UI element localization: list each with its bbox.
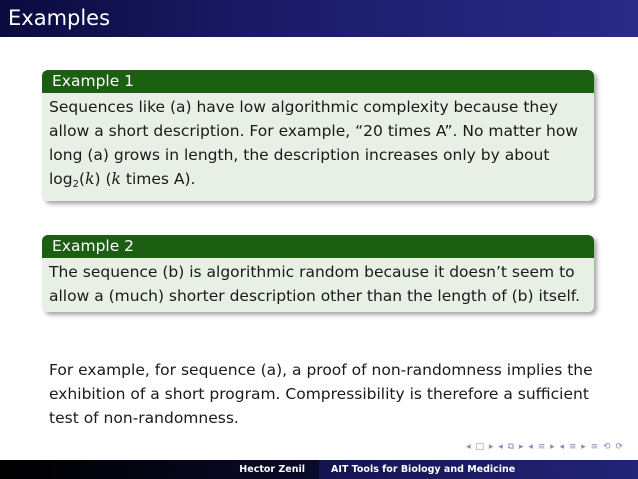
example-block-1-text [49,95,588,197]
example-block-1 [42,70,594,201]
footer-author: Hector Zenil [0,460,319,479]
frame-title: Examples [8,6,111,30]
text-segment: ( [100,170,112,188]
text-segment: ( [79,170,86,188]
body-paragraph-text: For example, for sequence (a), a proof of non-randomness implies the exhibition of a short program. Compressibility is therefore a sufficient test of non-randomness. [49,361,593,427]
navigation-controls[interactable]: ◂ □ ▸ ◂ ⧉ ▸ ◂ ≡ ▸ ◂ ≡ ▸ ≡ ⟲ ⟳ [466,442,624,452]
math-variable: k [85,170,95,188]
frame-title-bar [0,0,638,37]
example-block-2 [42,235,594,312]
footer [0,460,638,479]
text-segment: ) [94,170,101,188]
subscript: 2 [72,179,80,190]
math-variable: k [111,170,121,188]
text-segment: times A). [120,170,196,188]
text-segment: Sequences like (a) have low algorithmic complexity because they allow a short description. For example, “20 times A”. No matter how long (a) grows in length, the description increases only by about log [49,98,578,188]
example-block-1-body [42,93,594,201]
example-block-2-body [42,258,594,312]
example-block-1-title: Example 1 [42,70,594,93]
body-paragraph [49,358,594,430]
example-block-2-title: Example 2 [42,235,594,258]
example-block-2-text: The sequence (b) is algorithmic random because it doesn’t seem to allow a (much) shorter description other than the length of (b) itself. [49,263,581,305]
footer-talk-title: AIT Tools for Biology and Medicine [319,460,638,479]
